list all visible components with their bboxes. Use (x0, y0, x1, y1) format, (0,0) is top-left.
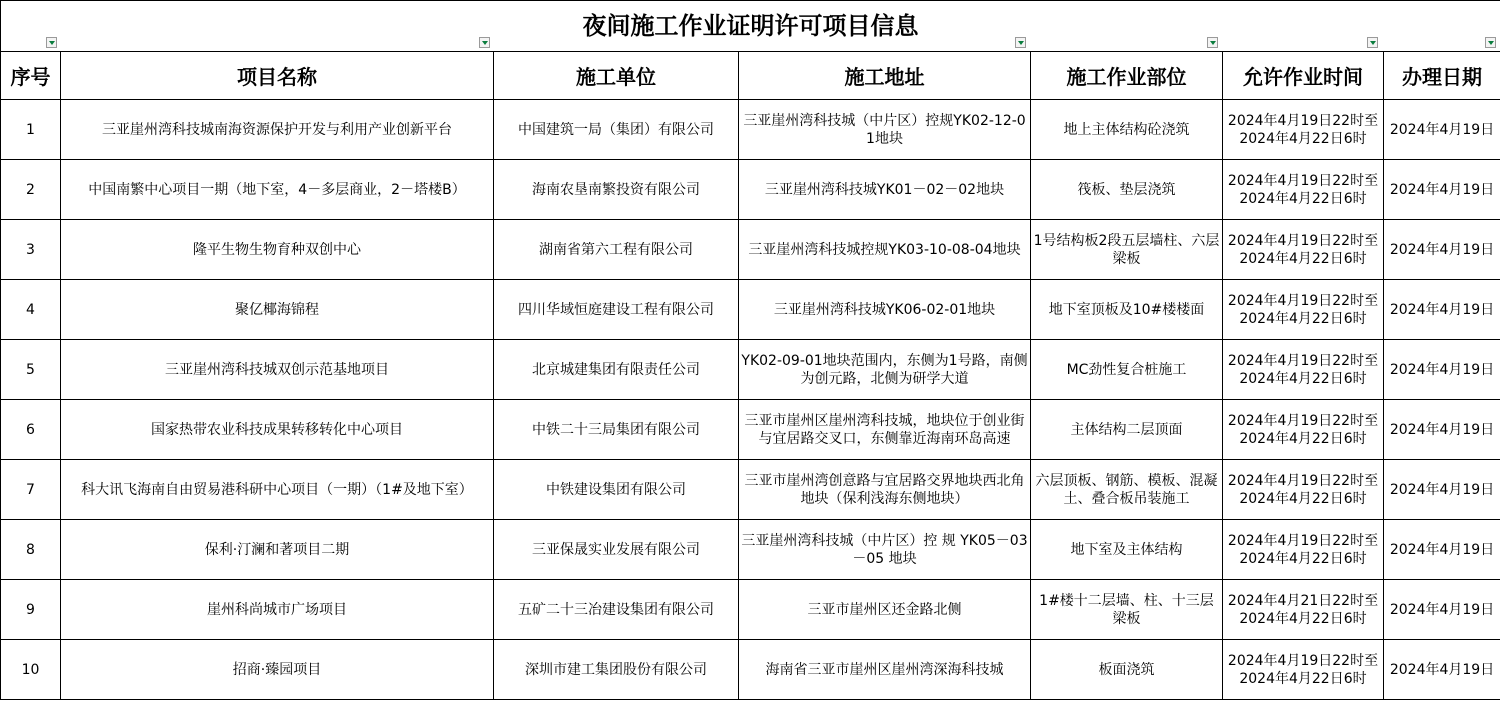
cell-no: 4 (1, 280, 61, 340)
cell-part: 1#楼十二层墙、柱、十三层梁板 (1031, 580, 1223, 640)
title-row (1, 1, 1500, 52)
filter-dropdown-icon[interactable] (1367, 37, 1378, 48)
header-no: 序号 (1, 52, 61, 100)
cell-time: 2024年4月19日22时至2024年4月22日6时 (1223, 280, 1384, 340)
cell-time: 2024年4月19日22时至2024年4月22日6时 (1223, 160, 1384, 220)
cell-date: 2024年4月19日 (1384, 340, 1500, 400)
cell-no: 7 (1, 460, 61, 520)
table-row (1, 460, 1500, 520)
cell-time: 2024年4月19日22时至2024年4月22日6时 (1223, 460, 1384, 520)
cell-date: 2024年4月19日 (1384, 100, 1500, 160)
cell-date: 2024年4月19日 (1384, 280, 1500, 340)
cell-date: 2024年4月19日 (1384, 640, 1500, 700)
cell-address: 三亚崖州湾科技城YK06-02-01地块 (739, 280, 1031, 340)
cell-no: 9 (1, 580, 61, 640)
filter-dropdown-icon[interactable] (1207, 37, 1218, 48)
cell-unit: 中铁二十三局集团有限公司 (494, 400, 739, 460)
cell-time: 2024年4月19日22时至2024年4月22日6时 (1223, 520, 1384, 580)
cell-time: 2024年4月19日22时至2024年4月22日6时 (1223, 340, 1384, 400)
title-cell (1, 1, 1500, 52)
cell-unit: 湖南省第六工程有限公司 (494, 220, 739, 280)
cell-unit: 海南农垦南繁投资有限公司 (494, 160, 739, 220)
header-name: 项目名称 (61, 52, 494, 100)
header-part: 施工作业部位 (1031, 52, 1223, 100)
cell-part: 1号结构板2段五层墙柱、六层梁板 (1031, 220, 1223, 280)
cell-part: 主体结构二层顶面 (1031, 400, 1223, 460)
header-unit: 施工单位 (494, 52, 739, 100)
cell-date: 2024年4月19日 (1384, 220, 1500, 280)
cell-address: 三亚市崖州区崖州湾科技城，地块位于创业街与宜居路交叉口，东侧靠近海南环岛高速 (739, 400, 1031, 460)
cell-address: 三亚崖州湾科技城YK01－02－02地块 (739, 160, 1031, 220)
cell-no: 8 (1, 520, 61, 580)
cell-date: 2024年4月19日 (1384, 520, 1500, 580)
cell-project-name: 隆平生物生物育种双创中心 (61, 220, 494, 280)
cell-unit: 中国建筑一局（集团）有限公司 (494, 100, 739, 160)
table-row (1, 160, 1500, 220)
header-row (1, 52, 1500, 100)
cell-project-name: 保利·汀澜和著项目二期 (61, 520, 494, 580)
cell-project-name: 三亚崖州湾科技城南海资源保护开发与利用产业创新平台 (61, 100, 494, 160)
table-row (1, 220, 1500, 280)
page-title: 夜间施工作业证明许可项目信息 (582, 11, 919, 40)
table-row (1, 640, 1500, 700)
cell-unit: 三亚保晟实业发展有限公司 (494, 520, 739, 580)
table-row (1, 100, 1500, 160)
cell-no: 3 (1, 220, 61, 280)
cell-date: 2024年4月19日 (1384, 400, 1500, 460)
cell-project-name: 聚亿椰海锦程 (61, 280, 494, 340)
cell-no: 10 (1, 640, 61, 700)
table-body (1, 100, 1500, 700)
cell-unit: 深圳市建工集团股份有限公司 (494, 640, 739, 700)
table-row (1, 340, 1500, 400)
header-address: 施工地址 (739, 52, 1031, 100)
cell-unit: 四川华域恒庭建设工程有限公司 (494, 280, 739, 340)
cell-project-name: 崖州科尚城市广场项目 (61, 580, 494, 640)
filter-dropdown-icon[interactable] (1485, 37, 1496, 48)
cell-time: 2024年4月19日22时至2024年4月22日6时 (1223, 640, 1384, 700)
cell-part: 板面浇筑 (1031, 640, 1223, 700)
cell-project-name: 科大讯飞海南自由贸易港科研中心项目（一期）（1#及地下室） (61, 460, 494, 520)
cell-address: 三亚崖州湾科技城控规YK03-10-08-04地块 (739, 220, 1031, 280)
cell-address: 海南省三亚市崖州区崖州湾深海科技城 (739, 640, 1031, 700)
header-time: 允许作业时间 (1223, 52, 1384, 100)
cell-no: 5 (1, 340, 61, 400)
filter-dropdown-icon[interactable] (1015, 37, 1026, 48)
cell-no: 6 (1, 400, 61, 460)
cell-address: 三亚崖州湾科技城（中片区）控 规 YK05－03－05 地块 (739, 520, 1031, 580)
cell-time: 2024年4月19日22时至2024年4月22日6时 (1223, 220, 1384, 280)
table-row (1, 580, 1500, 640)
filter-dropdown-icon[interactable] (46, 37, 57, 48)
table-row (1, 520, 1500, 580)
cell-date: 2024年4月19日 (1384, 160, 1500, 220)
cell-part: MC劲性复合桩施工 (1031, 340, 1223, 400)
table-row (1, 280, 1500, 340)
cell-no: 1 (1, 100, 61, 160)
cell-unit: 北京城建集团有限责任公司 (494, 340, 739, 400)
cell-part: 筏板、垫层浇筑 (1031, 160, 1223, 220)
cell-part: 地下室顶板及10#楼楼面 (1031, 280, 1223, 340)
cell-project-name: 招商·臻园项目 (61, 640, 494, 700)
header-date: 办理日期 (1384, 52, 1500, 100)
cell-project-name: 国家热带农业科技成果转移转化中心项目 (61, 400, 494, 460)
cell-date: 2024年4月19日 (1384, 580, 1500, 640)
cell-unit: 五矿二十三冶建设集团有限公司 (494, 580, 739, 640)
cell-address: YK02-09-01地块范围内，东侧为1号路，南侧为创元路，北侧为研学大道 (739, 340, 1031, 400)
cell-part: 地上主体结构砼浇筑 (1031, 100, 1223, 160)
cell-project-name: 中国南繁中心项目一期（地下室，4－多层商业，2－塔楼B） (61, 160, 494, 220)
cell-time: 2024年4月21日22时至2024年4月22日6时 (1223, 580, 1384, 640)
cell-address: 三亚市崖州湾创意路与宜居路交界地块西北角地块（保利浅海东侧地块） (739, 460, 1031, 520)
table-row (1, 400, 1500, 460)
cell-part: 六层顶板、钢筋、模板、混凝土、叠合板吊装施工 (1031, 460, 1223, 520)
cell-time: 2024年4月19日22时至2024年4月22日6时 (1223, 400, 1384, 460)
cell-part: 地下室及主体结构 (1031, 520, 1223, 580)
filter-dropdown-icon[interactable] (479, 37, 490, 48)
cell-no: 2 (1, 160, 61, 220)
cell-date: 2024年4月19日 (1384, 460, 1500, 520)
cell-address: 三亚崖州湾科技城（中片区）控规YK02-12-01地块 (739, 100, 1031, 160)
cell-project-name: 三亚崖州湾科技城双创示范基地项目 (61, 340, 494, 400)
cell-address: 三亚市崖州区还金路北侧 (739, 580, 1031, 640)
cell-unit: 中铁建设集团有限公司 (494, 460, 739, 520)
cell-time: 2024年4月19日22时至2024年4月22日6时 (1223, 100, 1384, 160)
